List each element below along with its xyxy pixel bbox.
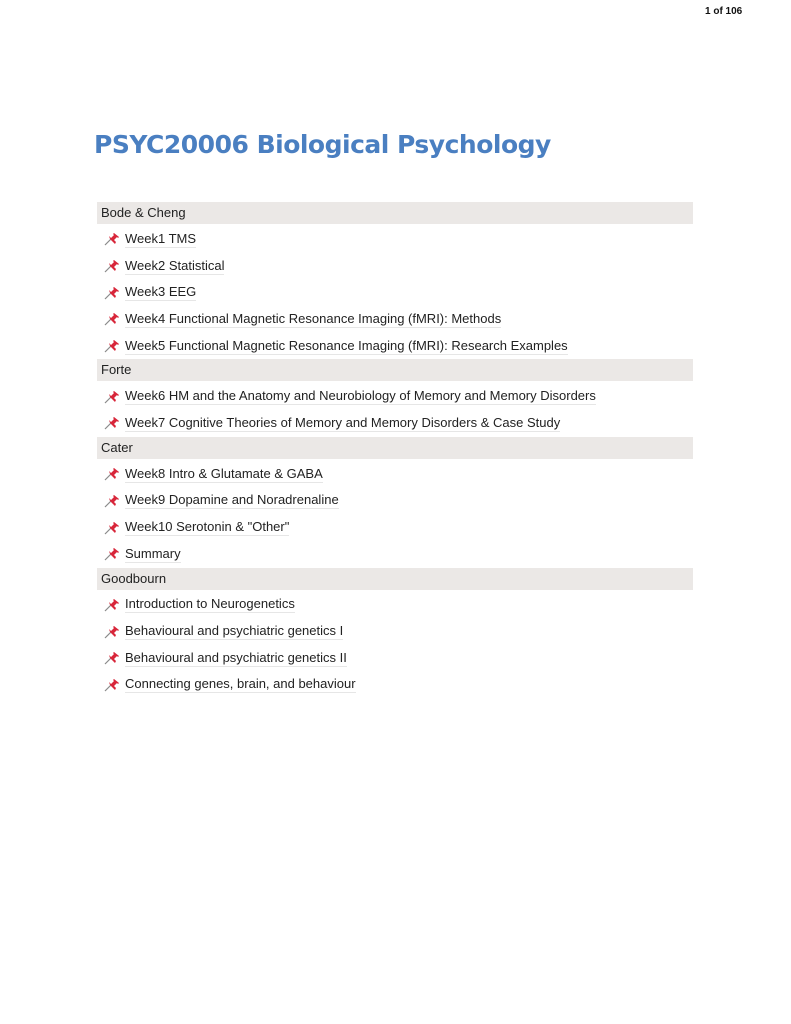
toc-item-label[interactable]: Introduction to Neurogenetics [125,596,295,612]
pushpin-icon [103,625,121,639]
toc-item[interactable] [97,410,693,437]
toc-item-label[interactable]: Week2 Statistical [125,257,225,273]
toc-item-label[interactable]: Week7 Cognitive Theories of Memory and Memory Disorders & Case Study [125,414,561,430]
toc-item[interactable] [97,488,693,515]
toc-item[interactable] [97,618,693,645]
section-header: Bode & Cheng [97,202,693,224]
pushpin-icon [103,521,121,535]
toc-item[interactable] [97,461,693,488]
toc-item[interactable] [97,592,693,619]
pushpin-icon [103,232,121,246]
toc-item[interactable] [97,306,693,333]
pushpin-icon [103,286,121,300]
pushpin-icon [103,339,121,353]
pushpin-icon [103,598,121,612]
section-header: Cater [97,437,693,459]
pushpin-icon [103,416,121,430]
pushpin-icon [103,312,121,326]
toc-item-label[interactable]: Week10 Serotonin & "Other" [125,519,290,535]
toc-item-label[interactable]: Week9 Dopamine and Noradrenaline [125,492,339,508]
toc-item[interactable] [97,253,693,280]
section-header: Goodbourn [97,568,693,590]
pushpin-icon [103,390,121,404]
toc-item-label[interactable]: Week1 TMS [125,230,197,246]
toc-item-label[interactable]: Behavioural and psychiatric genetics II [125,649,347,665]
pushpin-icon [103,259,121,273]
toc-item-label[interactable]: Week5 Functional Magnetic Resonance Imaging (fMRI): Research Examples [125,337,568,353]
toc-item[interactable] [97,514,693,541]
toc-item-label[interactable]: Week4 Functional Magnetic Resonance Imaging (fMRI): Methods [125,310,502,326]
pushpin-icon [103,467,121,481]
section-header: Forte [97,359,693,381]
toc-item-label[interactable]: Behavioural and psychiatric genetics I [125,623,344,639]
toc-item-label[interactable]: Week6 HM and the Anatomy and Neurobiology of Memory and Memory Disorders [125,388,596,404]
pushpin-icon [103,651,121,665]
toc-item[interactable] [97,383,693,410]
toc-item[interactable] [97,279,693,306]
table-of-contents [97,202,693,698]
toc-item[interactable] [97,672,693,699]
pushpin-icon [103,678,121,692]
toc-item[interactable] [97,645,693,672]
page-title: PSYC20006 Biological Psychology [94,130,551,159]
toc-item-label[interactable]: Week3 EEG [125,284,197,300]
pushpin-icon [103,547,121,561]
page-number: 1 of 106 [705,6,743,17]
toc-item[interactable] [97,226,693,253]
pushpin-icon [103,494,121,508]
toc-item-label[interactable]: Connecting genes, brain, and behaviour [125,676,356,692]
toc-item-label[interactable]: Week8 Intro & Glutamate & GABA [125,465,323,481]
toc-item[interactable] [97,541,693,568]
toc-item-label[interactable]: Summary [125,545,181,561]
toc-item[interactable] [97,333,693,360]
